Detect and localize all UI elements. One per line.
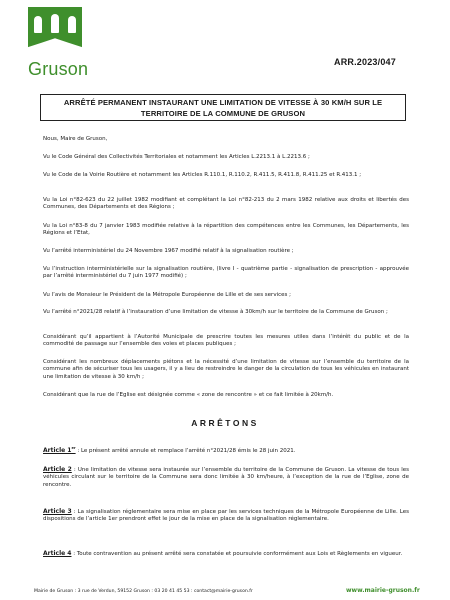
section-title: ARRÊTONS	[191, 418, 259, 428]
article-3-label: Article 3	[43, 508, 72, 515]
article-4	[43, 550, 409, 558]
town-logo	[28, 7, 89, 80]
preamble-8: Vu l’arrêté n°2021/28 relatif à l’instauration d’une limitation de vitesse à 30km/h sur le territoire de la Commune de Gruson ;	[43, 309, 388, 315]
decree-title	[40, 94, 406, 121]
preamble-1: Vu le Code Général des Collectivités Territoriales et notamment les Articles L.2213.1 à L.2213.6 ;	[43, 154, 310, 160]
preamble-4: Vu la Loi n°83-8 du 7 janvier 1983 modifiée relative à la répartition des compétences entre les Communes, les Départements, les Régions et l’Etat,	[43, 223, 409, 237]
article-1-text: : Le présent arrêté annule et remplace l’arrêté n°2021/28 émis le 28 juin 2021.	[75, 448, 296, 454]
footer-address: Mairie de Gruson : 3 rue de Verdun, 59152 Gruson : 03 20 41 45 53 : contact@mairie-gruson.fr	[34, 589, 253, 594]
article-1-label: Article 1er	[43, 446, 76, 454]
article-4-label: Article 4	[43, 550, 72, 557]
preamble-2: Vu le Code de la Voirie Routière et notamment les Articles R.110.1, R.110.2, R.411.5, R.411.8, R.411.25 et R.413.1 ;	[43, 172, 362, 178]
article-3-text: : La signalisation réglementaire sera mise en place par les services techniques de la Métropole Européenne de Lille. Les dispositions de l’article 1er prendront effet le jour de la mise en place de la signalisation réglementaire.	[43, 509, 409, 523]
preamble-7: Vu l’avis de Monsieur le Président de la Métropole Européenne de Lille et de ses services ;	[43, 292, 291, 298]
article-2-text: : Une limitation de vitesse sera instaurée sur l’ensemble du territoire de la Commune de Gruson. La vitesse de tous les véhicules circulant sur le territoire de la Commune sera donc limitée à 30 km/heure, à l’exception de la rue de l’Eglise, zone de rencontre.	[43, 467, 409, 488]
article-1	[43, 447, 409, 455]
preamble-6: Vu l’instruction interministérielle sur la signalisation routière, (livre I - quatrième partie - signalisation de prescription - approuvée par l’arrêté interministériel du 7 juin 1977 modifié) ;	[43, 266, 409, 280]
title-line-2: TERRITOIRE DE LA COMMUNE DE GRUSON	[140, 109, 306, 118]
article-3	[43, 508, 409, 524]
preamble-9: Considérant qu’il appartient à l’Autorité Municipale de prescrire toutes les mesures utiles dans l’intérêt du public et de la commodité de passage sur l’ensemble des voies et places publiques ;	[43, 334, 409, 348]
decree-reference: ARR.2023/047	[334, 57, 396, 67]
article-2	[43, 466, 409, 489]
title-line-1: ARRÊTÉ PERMANENT INSTAURANT UNE LIMITATION DE VITESSE À 30 KM/H SUR LE	[63, 98, 383, 107]
preamble-11: Considérant que la rue de l’Eglise est désignée comme « zone de rencontre » et ce fait limitée à 20km/h.	[43, 392, 334, 398]
gruson-emblem	[28, 7, 82, 57]
preamble-5: Vu l’arrêté interministériel du 24 Novembre 1967 modifié relatif à la signalisation routière ;	[43, 248, 294, 254]
preamble-3: Vu la Loi n°82-623 du 22 juillet 1982 modifiant et complétant la Loi n°82-213 du 2 mars 1982 relative aux droits et libertés des Communes, des Départements et des Régions ;	[43, 197, 409, 211]
article-2-label: Article 2	[43, 466, 72, 473]
preamble-10: Considérant les nombreux déplacements piétons et la nécessité d’une limitation de vitesse sur l’ensemble du territoire de la commune afin de sécuriser tous les usagers, il y a lieu de restreindre le danger de la circulation de tous les véhicules en instaurant une limitation de vitesse à 30 km/h ;	[43, 359, 409, 380]
page-footer	[34, 587, 420, 595]
article-4-text: : Toute contravention au présent arrêté sera constatée et poursuivie conformément aux Lois et Règlements en vigueur.	[71, 551, 403, 557]
footer-website-link[interactable]: www.mairie-gruson.fr	[346, 587, 420, 594]
preamble-0: Nous, Maire de Gruson,	[43, 136, 108, 142]
logo-text: Gruson	[28, 59, 89, 79]
